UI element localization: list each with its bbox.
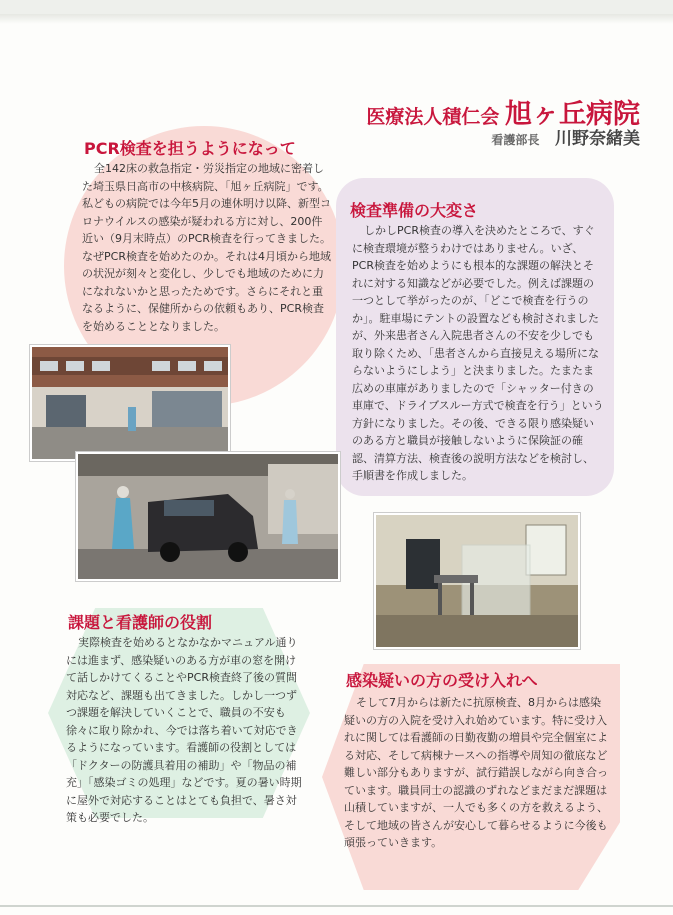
hospital-building-photo xyxy=(30,345,230,461)
section1-paragraph: 全142床の救急指定・労災指定の地域に密着した埼玉県日高市の中核病院、「旭ヶ丘病院」です。私どもの病院では今年5月の連休明け以降、新型コロナウイルスの感染が疑われる方に対し、200件近い（9月末時点）のPCR検査を行ってきました。なぜPCR検査を始めたのか。それは4月頃から地域の状況が刻々と変化し、少しでも地域のために力になれないかと思ったためです。さらにそれと重なるように、保健所からの依頼もあり、PCR検査を始めることとなりました。 xyxy=(82,162,331,333)
author-line xyxy=(380,124,640,149)
section1-body xyxy=(82,160,332,335)
hospital-name: 旭ヶ丘病院 xyxy=(505,99,640,130)
section2-body xyxy=(352,222,604,485)
section3-title: 課題と看護師の役割 xyxy=(68,613,213,632)
section3-paragraph: 実際検査を始めるとなかなかマニュアル通りには進まず、感染疑いのある方が車の窓を開けて話しかけてくることやPCR検査終了後の質問対応など、課題も出てきました。しかし一つずつ課題を解決していくことで、職員の不安も徐々に取り除かれ、今では落ち着いて対応できるようになっています。看護師の役割としては「ドクターの防護具着用の補助」や「物品の補充」「感染ゴミの処理」などです。夏の暑い時期に屋外で対応することはとても負担で、暑さ対策も必要でした。 xyxy=(66,636,302,824)
section4-body xyxy=(344,694,608,852)
section2-title: 検査準備の大変さ xyxy=(350,201,479,220)
corporation-name: 医療法人積仁会 xyxy=(366,106,500,128)
author-name: 川野奈緒美 xyxy=(555,129,640,149)
top-band xyxy=(0,0,673,14)
section3-body xyxy=(66,634,306,827)
section4-title: 感染疑いの方の受け入れへ xyxy=(346,671,538,690)
isolation-room-photo xyxy=(374,513,580,649)
section4-paragraph: そして7月からは新たに抗原検査、8月からは感染疑いの方の入院を受け入れ始めています。特に受け入れに関しては看護師の日勤夜勤の増員や完全個室による対応、そして病棟ナースへの指導や周知の徹底など難しい部分もありますが、試行錯誤しながら向き合っています。職員同士の認識のずれなどまだまだ課題は山積していますが、一人でも多くの方を救えるよう、そして地域の皆さんが安心して暮らせるように今後も頑張っていきます。 xyxy=(344,696,608,849)
author-role: 看護部長 xyxy=(491,133,540,147)
section1-title: PCR検査を担うようになって xyxy=(84,139,296,158)
section2-paragraph: しかしPCR検査の導入を決めたところで、すぐに検査環境が整うわけではありません。いざ、PCR検査を始めようにも根本的な課題の解決とそれに対する知識などが必要でした。例えば課題の一つとして挙がったのが、「どこで検査を行うのか」。駐車場にテントの設置なども検討されましたが、外来患者さん入院患者さんの不安を少しでも取り除くため、「患者さんから直接見える場所にならないようにしよう」と決まりました。たまたま広めの車庫がありましたので「シャッター付きの車庫で、ドライブスルー方式で検査を行う」という方針になりました。その後、できる限り感染疑いのある方と職員が接触しないように保険証の確認、清算方法、検査後の説明方法などを検討し、手順書を作成しました。 xyxy=(352,224,604,482)
bottom-rule xyxy=(0,905,673,907)
drive-through-testing-photo xyxy=(76,452,340,581)
